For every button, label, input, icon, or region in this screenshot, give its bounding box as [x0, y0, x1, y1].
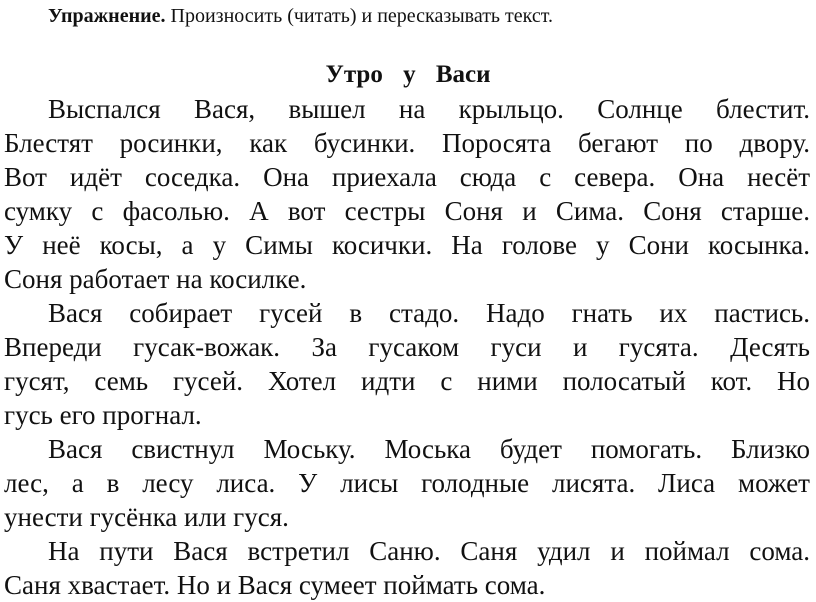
story-line: гусят, семь гусей. Хотел идти с ними полосатый кот. Но	[4, 366, 810, 396]
story-title: Утро у Васи	[325, 61, 491, 88]
story-line: Саня хвастает. Но и Вася сумеет поймать сома.	[4, 570, 546, 600]
story-line: унести гусёнка или гуся.	[4, 502, 289, 532]
story-text	[4, 92, 810, 602]
story-line: Блестят росинки, как бусинки. Поросята бегают по двору.	[4, 128, 810, 158]
story-line: У неё косы, а у Симы косички. На голове у Сони косынка.	[4, 230, 810, 260]
story-line: лес, а в лесу лиса. У лисы голодные лисята. Лиса может	[4, 468, 810, 498]
story-line: сумку с фасолью. А вот сестры Соня и Сима. Соня старше.	[4, 196, 810, 226]
exercise-instruction	[48, 4, 553, 28]
story-line: Впереди гусак-вожак. За гусаком гуси и гусята. Десять	[4, 332, 810, 362]
exercise-label: Упражнение.	[48, 5, 166, 27]
exercise-text: Произносить (читать) и пересказывать текст.	[170, 5, 554, 27]
story-line: Вася собирает гусей в стадо. Надо гнать их пастись.	[48, 298, 810, 328]
story-line: Выспался Вася, вышел на крыльцо. Солнце блестит.	[48, 94, 810, 124]
story-line: Вася свистнул Моську. Моська будет помогать. Близко	[48, 434, 810, 464]
story-line: гусь его прогнал.	[4, 400, 202, 430]
story-line: Вот идёт соседка. Она приехала сюда с севера. Она несёт	[4, 162, 810, 192]
story-line: Соня работает на косилке.	[4, 264, 307, 294]
story-line: На пути Вася встретил Саню. Саня удил и поймал сома.	[48, 536, 810, 566]
